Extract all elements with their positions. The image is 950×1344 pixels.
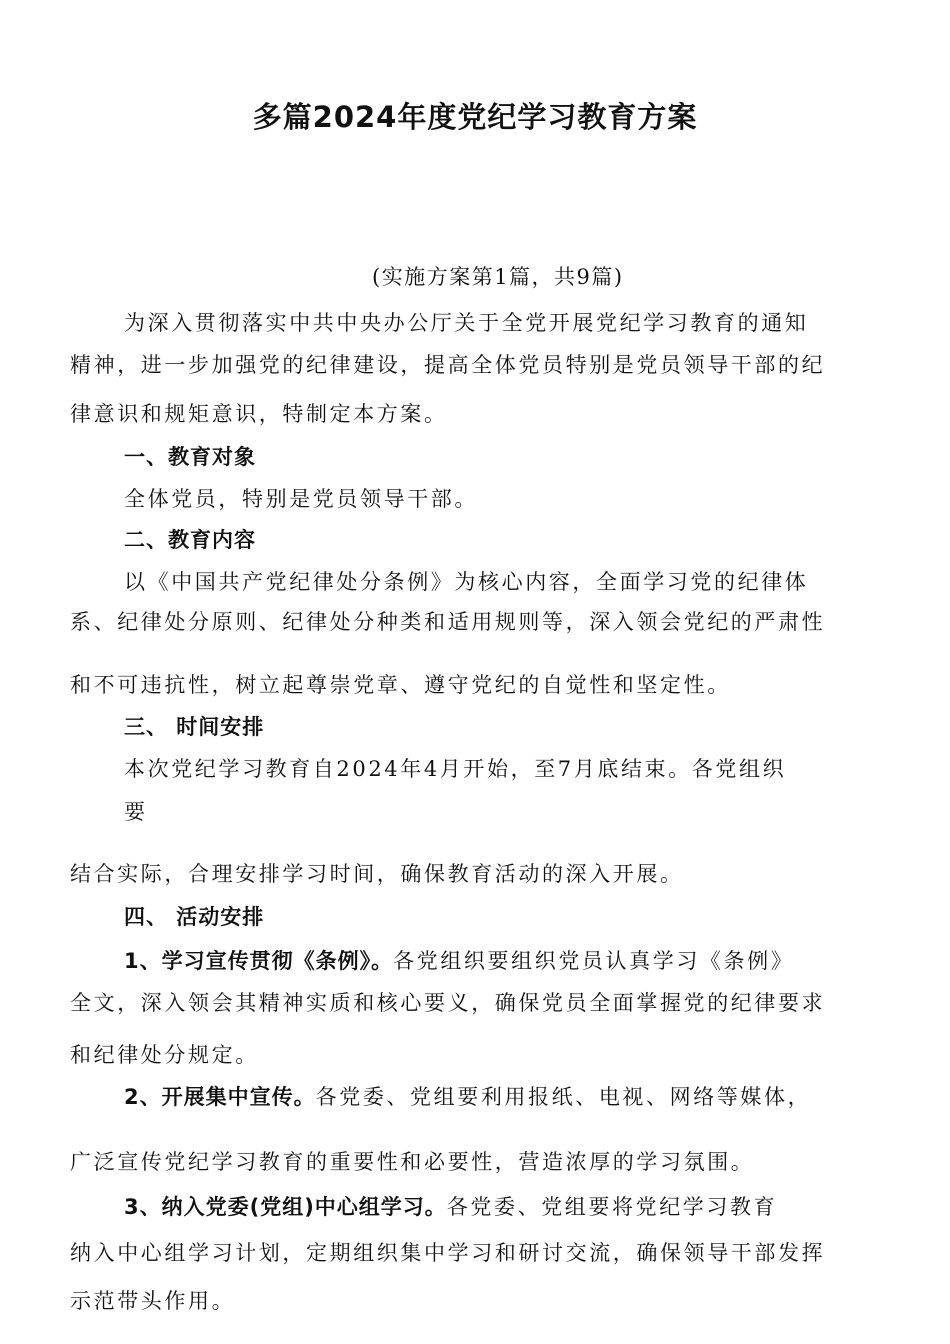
section-3-line-2: 要: [124, 800, 148, 824]
section-3-line-1: 本次党纪学习教育自2024年4月开始，至7月底结束。各党组织: [124, 757, 787, 781]
activity-item-1-text: 各党组织要组织党员认真学习《条例》: [393, 949, 795, 973]
section-heading-1: 一、教育对象: [124, 445, 256, 469]
section-2-line-1: 以《中国共产党纪律处分条例》为核心内容，全面学习党的纪律体: [124, 570, 809, 594]
activity-item-3-line-3: 示范带头作用。: [70, 1289, 236, 1313]
document-subtitle: (实施方案第1篇，共9篇): [372, 265, 624, 289]
section-2-line-3: 和不可违抗性，树立起尊崇党章、遵守党纪的自觉性和坚定性。: [70, 673, 731, 697]
section-1-line-1: 全体党员，特别是党员领导干部。: [124, 487, 478, 511]
section-2-line-2: 系、纪律处分原则、纪律处分种类和适用规则等，深入领会党纪的严肃性: [70, 610, 826, 634]
activity-item-3: [124, 1192, 777, 1222]
activity-item-1-lead: 1、学习宣传贯彻《条例》。: [124, 949, 394, 973]
section-heading-4: 四、 活动安排: [124, 905, 265, 929]
section-heading-2: 二、教育内容: [124, 528, 256, 552]
activity-item-3-lead: 3、纳入党委(党组)中心组学习。: [124, 1195, 447, 1219]
activity-item-3-text: 各党委、党组要将党纪学习教育: [446, 1195, 778, 1219]
activity-item-3-line-2: 纳入中心组学习计划，定期组织集中学习和研讨交流，确保领导干部发挥: [70, 1241, 826, 1265]
section-heading-3: 三、 时间安排: [124, 715, 265, 739]
activity-item-2-line-2: 广泛宣传党纪学习教育的重要性和必要性，营造浓厚的学习氛围。: [70, 1150, 755, 1174]
activity-item-2-text: 各党委、党组要利用报纸、电视、网络等媒体，: [315, 1085, 812, 1109]
activity-item-1-line-3: 和纪律处分规定。: [70, 1043, 259, 1067]
activity-item-2: [124, 1082, 811, 1112]
section-3-line-3: 结合实际，合理安排学习时间，确保教育活动的深入开展。: [70, 862, 684, 886]
document-title: 多篇2024年度党纪学习教育方案: [252, 100, 698, 134]
intro-line-2: 精神，进一步加强党的纪律建设，提高全体党员特别是党员领导干部的纪: [70, 353, 826, 377]
intro-line-3: 律意识和规矩意识，特制定本方案。: [70, 402, 448, 426]
activity-item-2-lead: 2、开展集中宣传。: [124, 1085, 316, 1109]
activity-item-1-line-2: 全文，深入领会其精神实质和核心要义，确保党员全面掌握党的纪律要求: [70, 991, 826, 1015]
activity-item-1: [124, 946, 794, 976]
intro-line-1: 为深入贯彻落实中共中央办公厅关于全党开展党纪学习教育的通知: [124, 311, 809, 335]
